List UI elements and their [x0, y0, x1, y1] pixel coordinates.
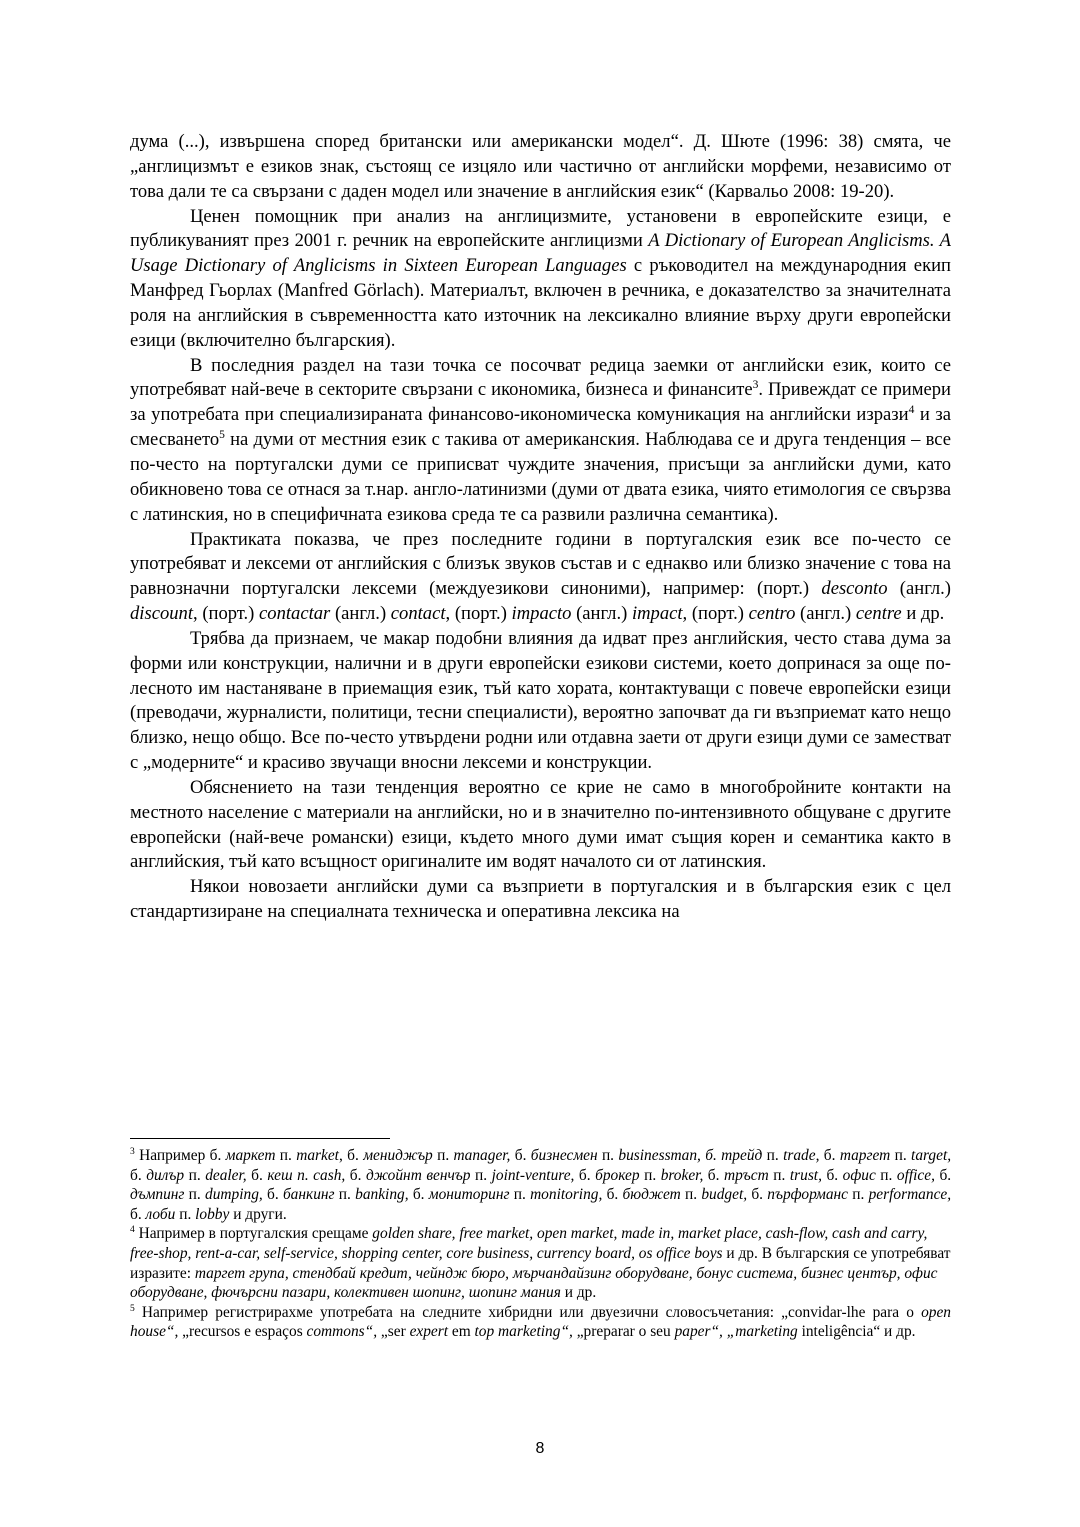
italic-text: джойнт венчър — [365, 1166, 471, 1184]
text-run: em — [448, 1323, 475, 1341]
text-run: с ръководител на международния екип Манфред Гьорлах (Manfred Görlach). Материалът, включен в речника, е доказателство за значителната роля на английския в съвременността като източник на лексикално влияние върху други европейски езици (включително българския). — [130, 255, 951, 351]
footnote-separator — [130, 1138, 390, 1139]
text-run: (англ.) — [330, 603, 391, 625]
text-run: п. — [184, 1186, 206, 1204]
text-run: п. — [275, 1147, 297, 1164]
italic-text: banking, — [355, 1186, 409, 1204]
text-run: Например б. — [134, 1147, 226, 1164]
italic-text: брокер — [595, 1166, 640, 1184]
footnote-ref: 5 — [219, 428, 225, 441]
footnote-fn4 — [130, 1224, 951, 1302]
footnote-ref: 3 — [130, 1145, 135, 1157]
text-run: (англ.) — [571, 603, 632, 625]
text-run: В последния раздел на тази точка се посочват редица заемки от английски език, които се употребяват най-вече в секторите свързани с икономика, бизнеса и финансите — [130, 354, 951, 401]
text-run: б. — [510, 1147, 531, 1164]
text-run: п. — [875, 1166, 897, 1184]
italic-text: trust, — [789, 1166, 822, 1184]
paragraph — [130, 354, 951, 528]
italic-text: centre — [855, 603, 902, 625]
text-run: (англ.) — [887, 578, 951, 600]
text-run: б. — [747, 1186, 768, 1204]
text-run: дума (...), извършена според британски или американски модел“. Д. Шюте (1996: 38) смята, че „англицизмът е езиков знак, състоящ се изцяло или частично от английски морфеми, независимо от това дали те са свързани с даден модел или значение в английския език“ (Карвальо 2008: 19-20). — [130, 131, 951, 202]
text-run: б. — [574, 1166, 596, 1184]
italic-text: golden share, free market, open market, made in, market place, cash-flow, cash and carry, free-shop, rent-a-car, self-service, shopping center, core business, currency board, os office boys — [130, 1225, 928, 1262]
text-run: б. — [345, 1166, 366, 1184]
italic-text: trade, — [783, 1147, 820, 1164]
text-run: Трябва да признаем, че макар подобни влияния да идват през английския, често става дума за форми или конструкции, налични и в други европейски езикови системи, което допринася за още по-лесното им настаняване в приемащия език, тъй като хората, контактуващи с повече европейски езици (преводачи, журналисти, политици, тесни специалисти), вероятно започват да ги възприемат като нещо близко, нещо общо. Все по-често утвърдени родни или отдавна заети от други езици думи се заместват с „модерните“ и красиво звучащи вносни лексеми и конструкции. — [130, 627, 951, 774]
text-run: п. — [597, 1147, 619, 1164]
italic-text: dealer, — [205, 1166, 247, 1184]
footnotes — [130, 1146, 951, 1342]
text-run: п. — [762, 1147, 784, 1164]
paragraph — [130, 627, 951, 776]
text-run: Някои новозаети английски думи са възприети в португалския и в българския език с цел стандартизиране на специалната техническа и оперативна лексика на — [130, 876, 951, 923]
italic-text: manager, — [453, 1147, 511, 1164]
text-run: , (порт.) — [445, 603, 512, 625]
footnote-fn3 — [130, 1146, 951, 1224]
italic-text: paper“, — [674, 1323, 723, 1341]
text-run: inteligência“ и др. — [797, 1323, 916, 1341]
text-run: п. — [848, 1186, 869, 1204]
paragraph — [130, 875, 951, 925]
italic-text: target, — [911, 1147, 952, 1164]
italic-text: lobby — [195, 1205, 230, 1223]
italic-text: open house“, — [130, 1303, 951, 1341]
italic-text: expert — [409, 1323, 449, 1341]
text-run: б. — [130, 1166, 147, 1184]
italic-text: „marketing — [726, 1323, 798, 1341]
page-number: 8 — [535, 1440, 545, 1457]
text-run: п. — [432, 1147, 454, 1164]
italic-text: monitoring, — [530, 1186, 603, 1204]
text-run: п. — [639, 1166, 661, 1184]
italic-text: desconto — [821, 578, 888, 600]
text-run: б. — [602, 1186, 623, 1204]
italic-text: impact, — [631, 603, 688, 625]
text-run: п. — [890, 1147, 912, 1164]
italic-text: discount — [130, 603, 194, 625]
italic-text: commons“, — [306, 1323, 378, 1341]
italic-text: таргет група, стендбай кредит, чейндж бюро, мърчандайзинг оборудване, бонус система, бизнес център, офис оборудване, фючърсни пазари, колективен шопинг, шопинг мания — [130, 1264, 938, 1302]
text-run: Обяснението на тази тенденция вероятно се крие не само в многобройните контакти на местното население с материали на английски, но и в значително по-интензивното общуване с другите европейски (най-вече романски) езици, където много думи имат същия корен и семантика както в английския, тъй като всъщност оригиналите им водят началото си от латинския. — [130, 776, 951, 873]
text-run: „recursos e espaços — [178, 1323, 307, 1341]
italic-text: мениджър — [363, 1147, 433, 1164]
paragraph — [130, 205, 951, 354]
text-run: Ценен помощник при анализ на англицизмите, установени в европейските езици, е публикуваният през 2001 г. речник на европейските англицизми — [130, 205, 951, 252]
text-run: Практиката показва, че през последните години в португалския език все по-често се употребяват и лексеми от английския с близък звуков състав и с еднакво или близко значение с това на равнозначни португалски лексеми (междуезикови синоними), например: (порт.) — [130, 528, 951, 600]
text-run: б. — [408, 1186, 429, 1204]
italic-text: contact — [390, 603, 446, 625]
text-run: п. — [470, 1166, 492, 1184]
footnote-ref: 5 — [130, 1302, 135, 1314]
text-run: и др. В българския се употребяват изразите: — [130, 1244, 951, 1282]
italic-text: top marketing“, — [474, 1323, 573, 1341]
text-run: п. — [509, 1186, 531, 1204]
italic-text: dumping, — [205, 1186, 263, 1204]
italic-text: лоби — [145, 1205, 176, 1223]
text-run: п. — [184, 1166, 206, 1184]
text-run: и др. — [560, 1284, 597, 1302]
italic-text: budget, — [701, 1186, 748, 1204]
body-text — [130, 130, 951, 925]
paragraph — [130, 528, 951, 627]
text-run: (англ.) — [795, 603, 856, 625]
text-run: , б. — [338, 1147, 364, 1164]
text-run: б. — [819, 1147, 840, 1164]
italic-text: businessman, б. трейд — [618, 1147, 763, 1164]
italic-text: joint-venture, — [491, 1166, 575, 1184]
text-run: . Привеждат се примери за употребата при специализираната финансово-икономическа комуникация на английски изрази — [130, 379, 952, 426]
italic-text: market — [296, 1147, 339, 1164]
text-run: „ser — [377, 1323, 410, 1341]
italic-text: A Dictionary of European Anglicisms. A Usage Dictionary of Anglicisms in Sixteen European Languages — [130, 230, 951, 277]
text-run: и за смесването — [130, 404, 951, 451]
text-run: б. — [703, 1166, 724, 1184]
italic-text: тръст — [724, 1166, 769, 1184]
text-run: п. — [768, 1166, 790, 1184]
text-run: б. — [246, 1166, 268, 1184]
italic-text: office, — [896, 1166, 935, 1184]
footnote-fn5 — [130, 1303, 951, 1342]
text-run: и други. — [229, 1205, 287, 1223]
text-run: Например регистрирахме употребата на следните хибридни или двуезични словосъчетания: „convidar-lhe para o — [134, 1303, 922, 1321]
italic-text: broker, — [660, 1166, 704, 1184]
italic-text: банкинг — [282, 1186, 335, 1204]
paragraph — [130, 130, 951, 205]
footnote-ref: 4 — [130, 1224, 135, 1236]
italic-text: кеш п. cash, — [267, 1166, 346, 1184]
footnote-ref: 4 — [908, 404, 915, 417]
text-run: п. — [334, 1186, 356, 1204]
italic-text: contactar — [259, 603, 331, 625]
italic-text: centro — [748, 603, 796, 625]
italic-text: мониторинг — [428, 1186, 510, 1204]
text-run: п. — [175, 1205, 196, 1223]
italic-text: performance, — [868, 1186, 952, 1204]
text-run: б. — [821, 1166, 843, 1184]
text-run: б. — [262, 1186, 283, 1204]
text-run: на думи от местния език с такива от американския. Наблюдава се и друга тенденция – все по-често на португалски думи се приписват чуждите значения, присъщи за английски думи, като обикновено това се отнася за т.нар. англо-латинизми (думи от двата езика, чиято етимология се свързва с латинския, но в специфичната езикова среда те са развили различна семантика). — [130, 429, 951, 525]
italic-text: дилър — [146, 1166, 185, 1184]
italic-text: таргет — [839, 1147, 891, 1164]
italic-text: пърформанс — [767, 1186, 848, 1204]
paragraph — [130, 776, 951, 875]
text-run: , (порт.) — [193, 603, 260, 625]
italic-text: маркет — [225, 1147, 276, 1164]
text-run: и др. — [901, 603, 945, 625]
italic-text: дъмпинг — [130, 1186, 185, 1204]
text-run: б. — [934, 1166, 952, 1184]
italic-text: impacto — [511, 603, 572, 625]
italic-text: бизнесмен — [530, 1147, 598, 1164]
italic-text: офис — [842, 1166, 876, 1184]
text-run: б. — [130, 1205, 146, 1223]
text-run: (порт.) — [687, 603, 749, 625]
footnote-ref: 3 — [752, 379, 759, 392]
italic-text: бюджет — [622, 1186, 681, 1204]
text-run: п. — [680, 1186, 702, 1204]
text-run: „preparar o seu — [572, 1323, 675, 1341]
text-run: Например в португалския срещаме — [134, 1225, 373, 1243]
